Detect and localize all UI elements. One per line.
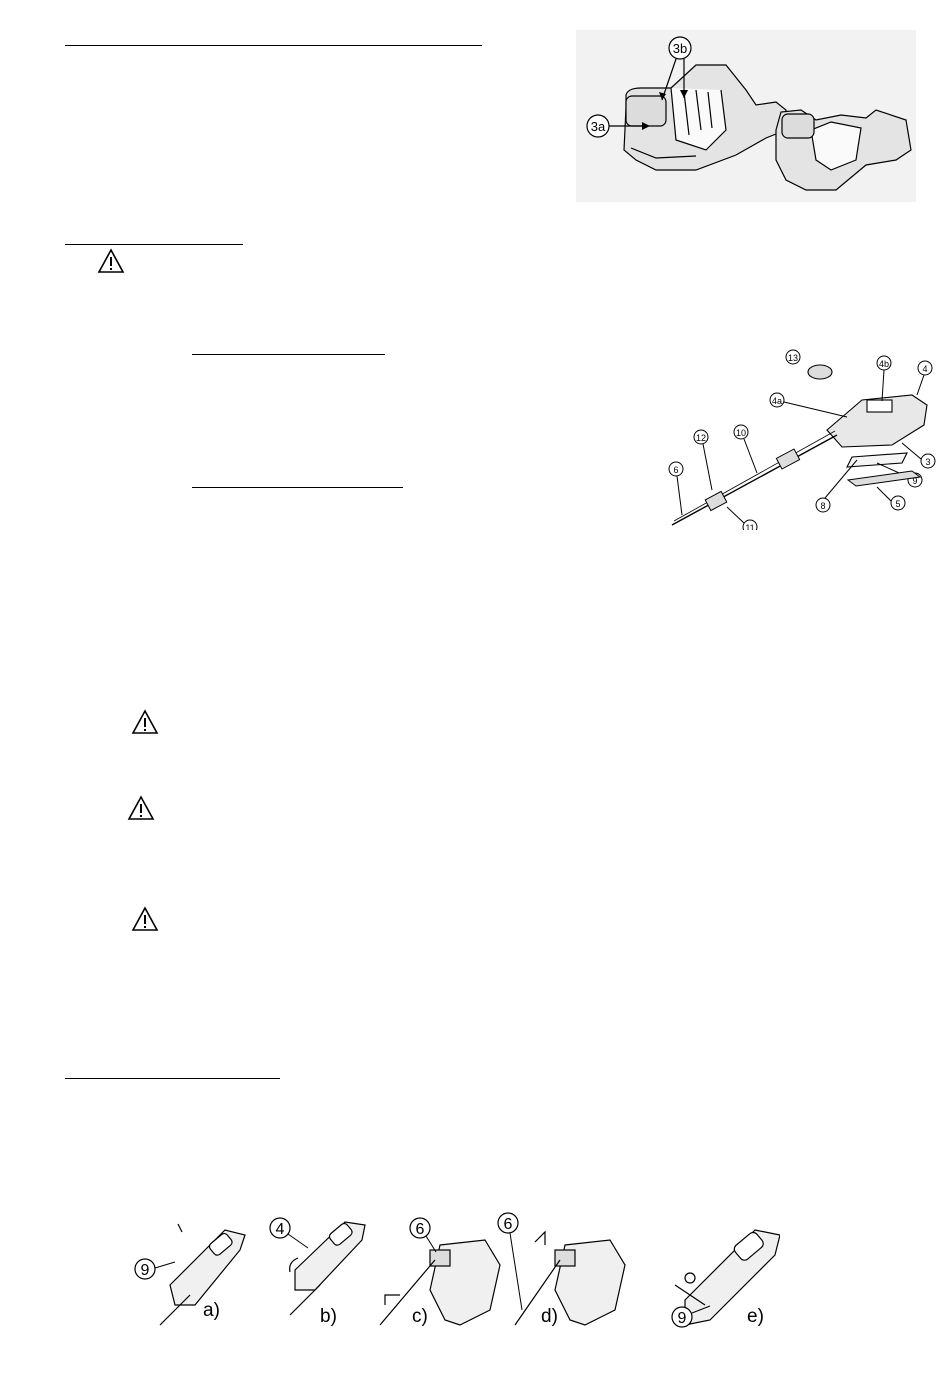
step-c-callout — [410, 1218, 436, 1252]
section-rule-3 — [65, 1078, 280, 1079]
step-label-d: d) — [541, 1306, 558, 1327]
svg-text:5: 5 — [895, 499, 901, 509]
svg-text:12: 12 — [695, 433, 707, 443]
svg-text:13: 13 — [787, 353, 799, 363]
callout-11 — [727, 507, 757, 530]
step-b-callout — [270, 1218, 308, 1248]
svg-text:6: 6 — [673, 465, 679, 475]
step-d-drawing — [515, 1232, 625, 1325]
warning-triangle-icon — [127, 795, 155, 821]
warning-triangle-icon — [131, 906, 159, 932]
step-a-callout — [135, 1259, 175, 1279]
svg-text:3b: 3b — [672, 41, 688, 56]
step-c-drawing — [380, 1240, 500, 1325]
svg-text:9: 9 — [912, 476, 918, 486]
svg-text:4a: 4a — [771, 396, 783, 406]
callout-4 — [917, 361, 932, 395]
step-label-e: e) — [747, 1306, 764, 1327]
section-rule-2 — [65, 244, 243, 245]
callout-5 — [877, 487, 905, 510]
housing-figure — [576, 30, 916, 202]
svg-text:8: 8 — [820, 501, 826, 511]
subsection-rule-1 — [192, 354, 385, 355]
svg-text:6: 6 — [415, 1221, 425, 1238]
warning-triangle-icon — [131, 709, 159, 735]
callout-12 — [694, 430, 712, 490]
step-label-c: c) — [412, 1306, 428, 1327]
step-e-drawing — [675, 1230, 780, 1325]
svg-text:4: 4 — [275, 1221, 285, 1238]
svg-text:10: 10 — [735, 428, 747, 438]
svg-text:6: 6 — [503, 1216, 513, 1233]
callout-6 — [669, 462, 683, 515]
subsection-rule-2 — [192, 487, 403, 488]
callout-13 — [786, 350, 800, 364]
callout-4b — [877, 356, 891, 401]
step-b-drawing — [290, 1222, 365, 1315]
callout-10 — [734, 425, 757, 473]
svg-text:3: 3 — [925, 457, 931, 467]
svg-text:3a: 3a — [590, 119, 606, 134]
assembly-figure — [662, 345, 942, 530]
svg-text:4b: 4b — [878, 359, 890, 369]
svg-text:9: 9 — [677, 1310, 687, 1327]
step-d-callout — [498, 1213, 522, 1310]
callout-4a — [770, 393, 847, 417]
steps-figure — [130, 1210, 780, 1335]
callout-8 — [816, 460, 857, 512]
svg-text:9: 9 — [140, 1262, 150, 1279]
svg-text:4: 4 — [922, 364, 928, 374]
warning-triangle-icon — [97, 248, 125, 274]
section-rule-1 — [65, 45, 482, 46]
callout-3 — [902, 443, 935, 468]
step-label-a: a) — [203, 1300, 220, 1321]
step-label-b: b) — [320, 1306, 337, 1327]
svg-text:11: 11 — [745, 523, 755, 530]
